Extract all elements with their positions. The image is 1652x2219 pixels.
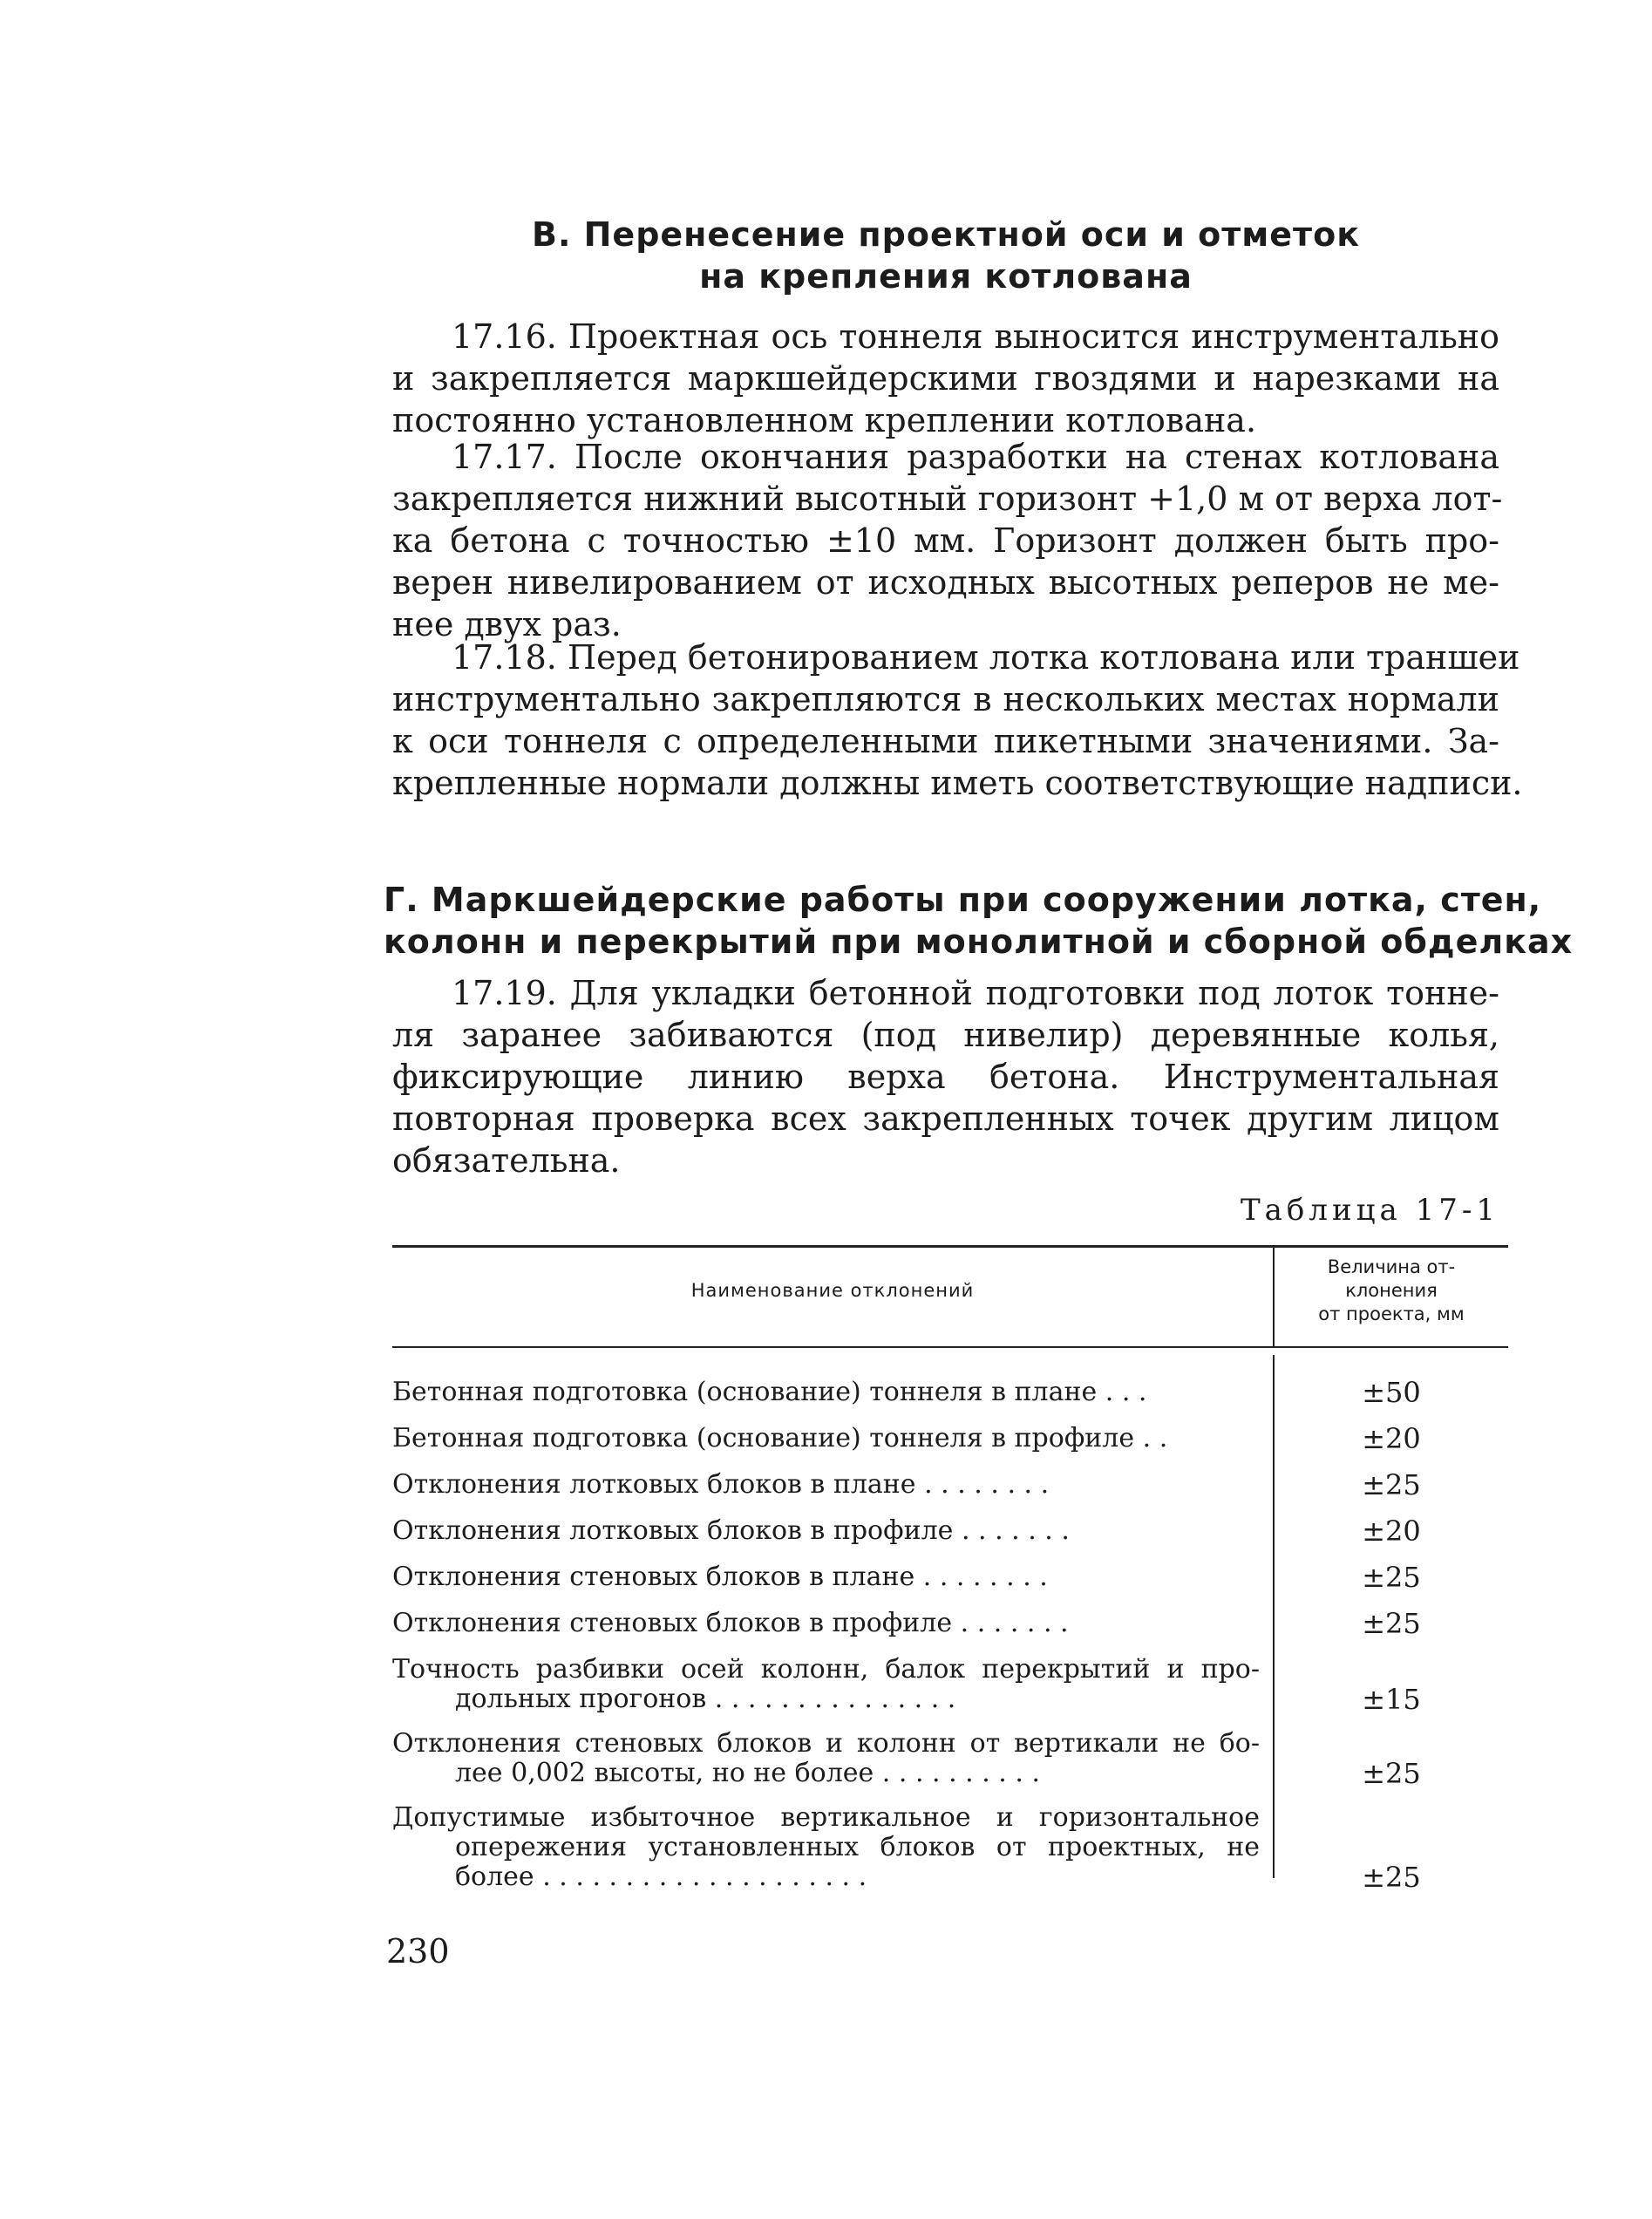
row-name-line: дольных прогонов . . . . . . . . . . . . . . . <box>455 1684 956 1714</box>
header-line: Величина от- <box>1327 1256 1456 1277</box>
table-caption: Таблица 17-1 <box>1240 1193 1499 1228</box>
section-g-heading <box>384 879 1574 963</box>
paragraph-17-16 <box>392 316 1499 441</box>
row-name <box>392 1378 1260 1407</box>
row-name <box>392 1562 1260 1592</box>
row-name-line: опережения установленных блоков от проектных, не <box>455 1832 1260 1862</box>
text-line: к оси тоннеля с определенными пикетными значениями. За- <box>392 722 1499 760</box>
row-value: ±25 <box>1362 1468 1421 1501</box>
column-header-value <box>1275 1256 1508 1326</box>
text-line: 17.17. После окончания разработки на стенах котлована <box>452 438 1499 476</box>
text-line: постоянно установленном креплении котлована. <box>392 401 1257 439</box>
text-line: и закрепляется маркшейдерскими гвоздями и нарезками на <box>392 359 1499 398</box>
text-line: повторная проверка всех закрепленных точек другим лицом <box>392 1099 1499 1138</box>
header-line: от проекта, мм <box>1318 1303 1465 1324</box>
row-name-line: Отклонения лотковых блоков в плане . . . . . . . . <box>392 1469 1050 1500</box>
row-value: ±25 <box>1362 1757 1421 1790</box>
text-line: ка бетона с точностью ±10 мм. Горизонт должен быть про- <box>392 521 1499 560</box>
row-name <box>392 1729 1260 1788</box>
text-line: закрепляется нижний высотный горизонт +1,0 м от верха лот- <box>392 480 1503 518</box>
header-line: клонения <box>1345 1280 1438 1301</box>
text-line: 17.16. Проектная ось тоннеля выносится инструментально <box>452 317 1499 356</box>
text-line: верен нивелированием от исходных высотных реперов не ме- <box>392 563 1499 602</box>
text-line: фиксирующие линию верха бетона. Инструментальная <box>392 1058 1499 1096</box>
row-name <box>392 1424 1260 1453</box>
section-g-title-line2: колонн и перекрытий при монолитной и сборной обделках <box>384 922 1574 961</box>
row-name-line: Точность разбивки осей колонн, балок перекрытий и про- <box>392 1654 1260 1685</box>
column-header-name: Наименование отклонений <box>690 1280 975 1301</box>
row-name <box>392 1655 1260 1714</box>
row-name-line: Допустимые избыточное вертикальное и горизонтальное <box>392 1802 1260 1833</box>
text-line: 17.18. Перед бетонированием лотка котлована или траншеи <box>452 638 1520 677</box>
text-line: 17.19. Для укладки бетонной подготовки под лоток тонне- <box>452 974 1499 1012</box>
text-line: крепленные нормали должны иметь соответствующие надписи. <box>392 764 1523 802</box>
text-line: ля заранее забиваются (под нивелир) деревянные колья, <box>392 1016 1499 1054</box>
deviation-table <box>392 1245 1508 1925</box>
row-value: ±20 <box>1362 1515 1421 1548</box>
paragraph-17-19 <box>392 972 1499 1181</box>
table-header-rule <box>392 1346 1508 1348</box>
text-line: нее двух раз. <box>392 605 622 643</box>
row-name-line: Отклонения стеновых блоков в профиле . . . . . . . <box>392 1608 1069 1638</box>
row-value: ±50 <box>1362 1376 1421 1409</box>
row-value: ±25 <box>1362 1607 1421 1640</box>
row-name-line: Отклонения лотковых блоков в профиле . . . . . . . <box>392 1515 1070 1546</box>
row-name-line: Отклонения стеновых блоков и колонн от вертикали не бо- <box>392 1728 1260 1759</box>
row-name <box>392 1516 1260 1546</box>
row-name-line: более . . . . . . . . . . . . . . . . . . . . <box>455 1862 867 1892</box>
row-name-line: Бетонная подготовка (основание) тоннеля в плане . . . <box>392 1377 1147 1407</box>
table-top-rule <box>392 1245 1508 1248</box>
row-name <box>392 1803 1260 1892</box>
row-value: ±15 <box>1362 1683 1421 1716</box>
text-line: обязательна. <box>392 1141 621 1180</box>
text-line: инструментально закрепляются в нескольких местах нормали <box>392 680 1499 718</box>
row-value: ±20 <box>1362 1422 1421 1455</box>
section-g-title-line1: Г. Маркшейдерские работы при сооружении лотка, стен, <box>384 881 1542 919</box>
row-name-line: Бетонная подготовка (основание) тоннеля в профиле . . <box>392 1423 1168 1453</box>
row-name <box>392 1609 1260 1638</box>
row-name-line: лее 0,002 высоты, но не более . . . . . . . . . . <box>455 1758 1040 1788</box>
page-number: 230 <box>386 1932 450 1971</box>
paragraph-17-18 <box>392 636 1523 804</box>
row-name-line: Отклонения стеновых блоков в плане . . . . . . . . <box>392 1562 1048 1592</box>
section-v-title-line1: В. Перенесение проектной оси и отметок <box>532 215 1360 254</box>
section-v-title-line2: на крепления котлована <box>699 257 1193 296</box>
row-value: ±25 <box>1362 1861 1421 1894</box>
paragraph-17-17 <box>392 436 1503 645</box>
row-name <box>392 1470 1260 1500</box>
section-v-heading <box>384 214 1508 297</box>
row-value: ±25 <box>1362 1561 1421 1594</box>
